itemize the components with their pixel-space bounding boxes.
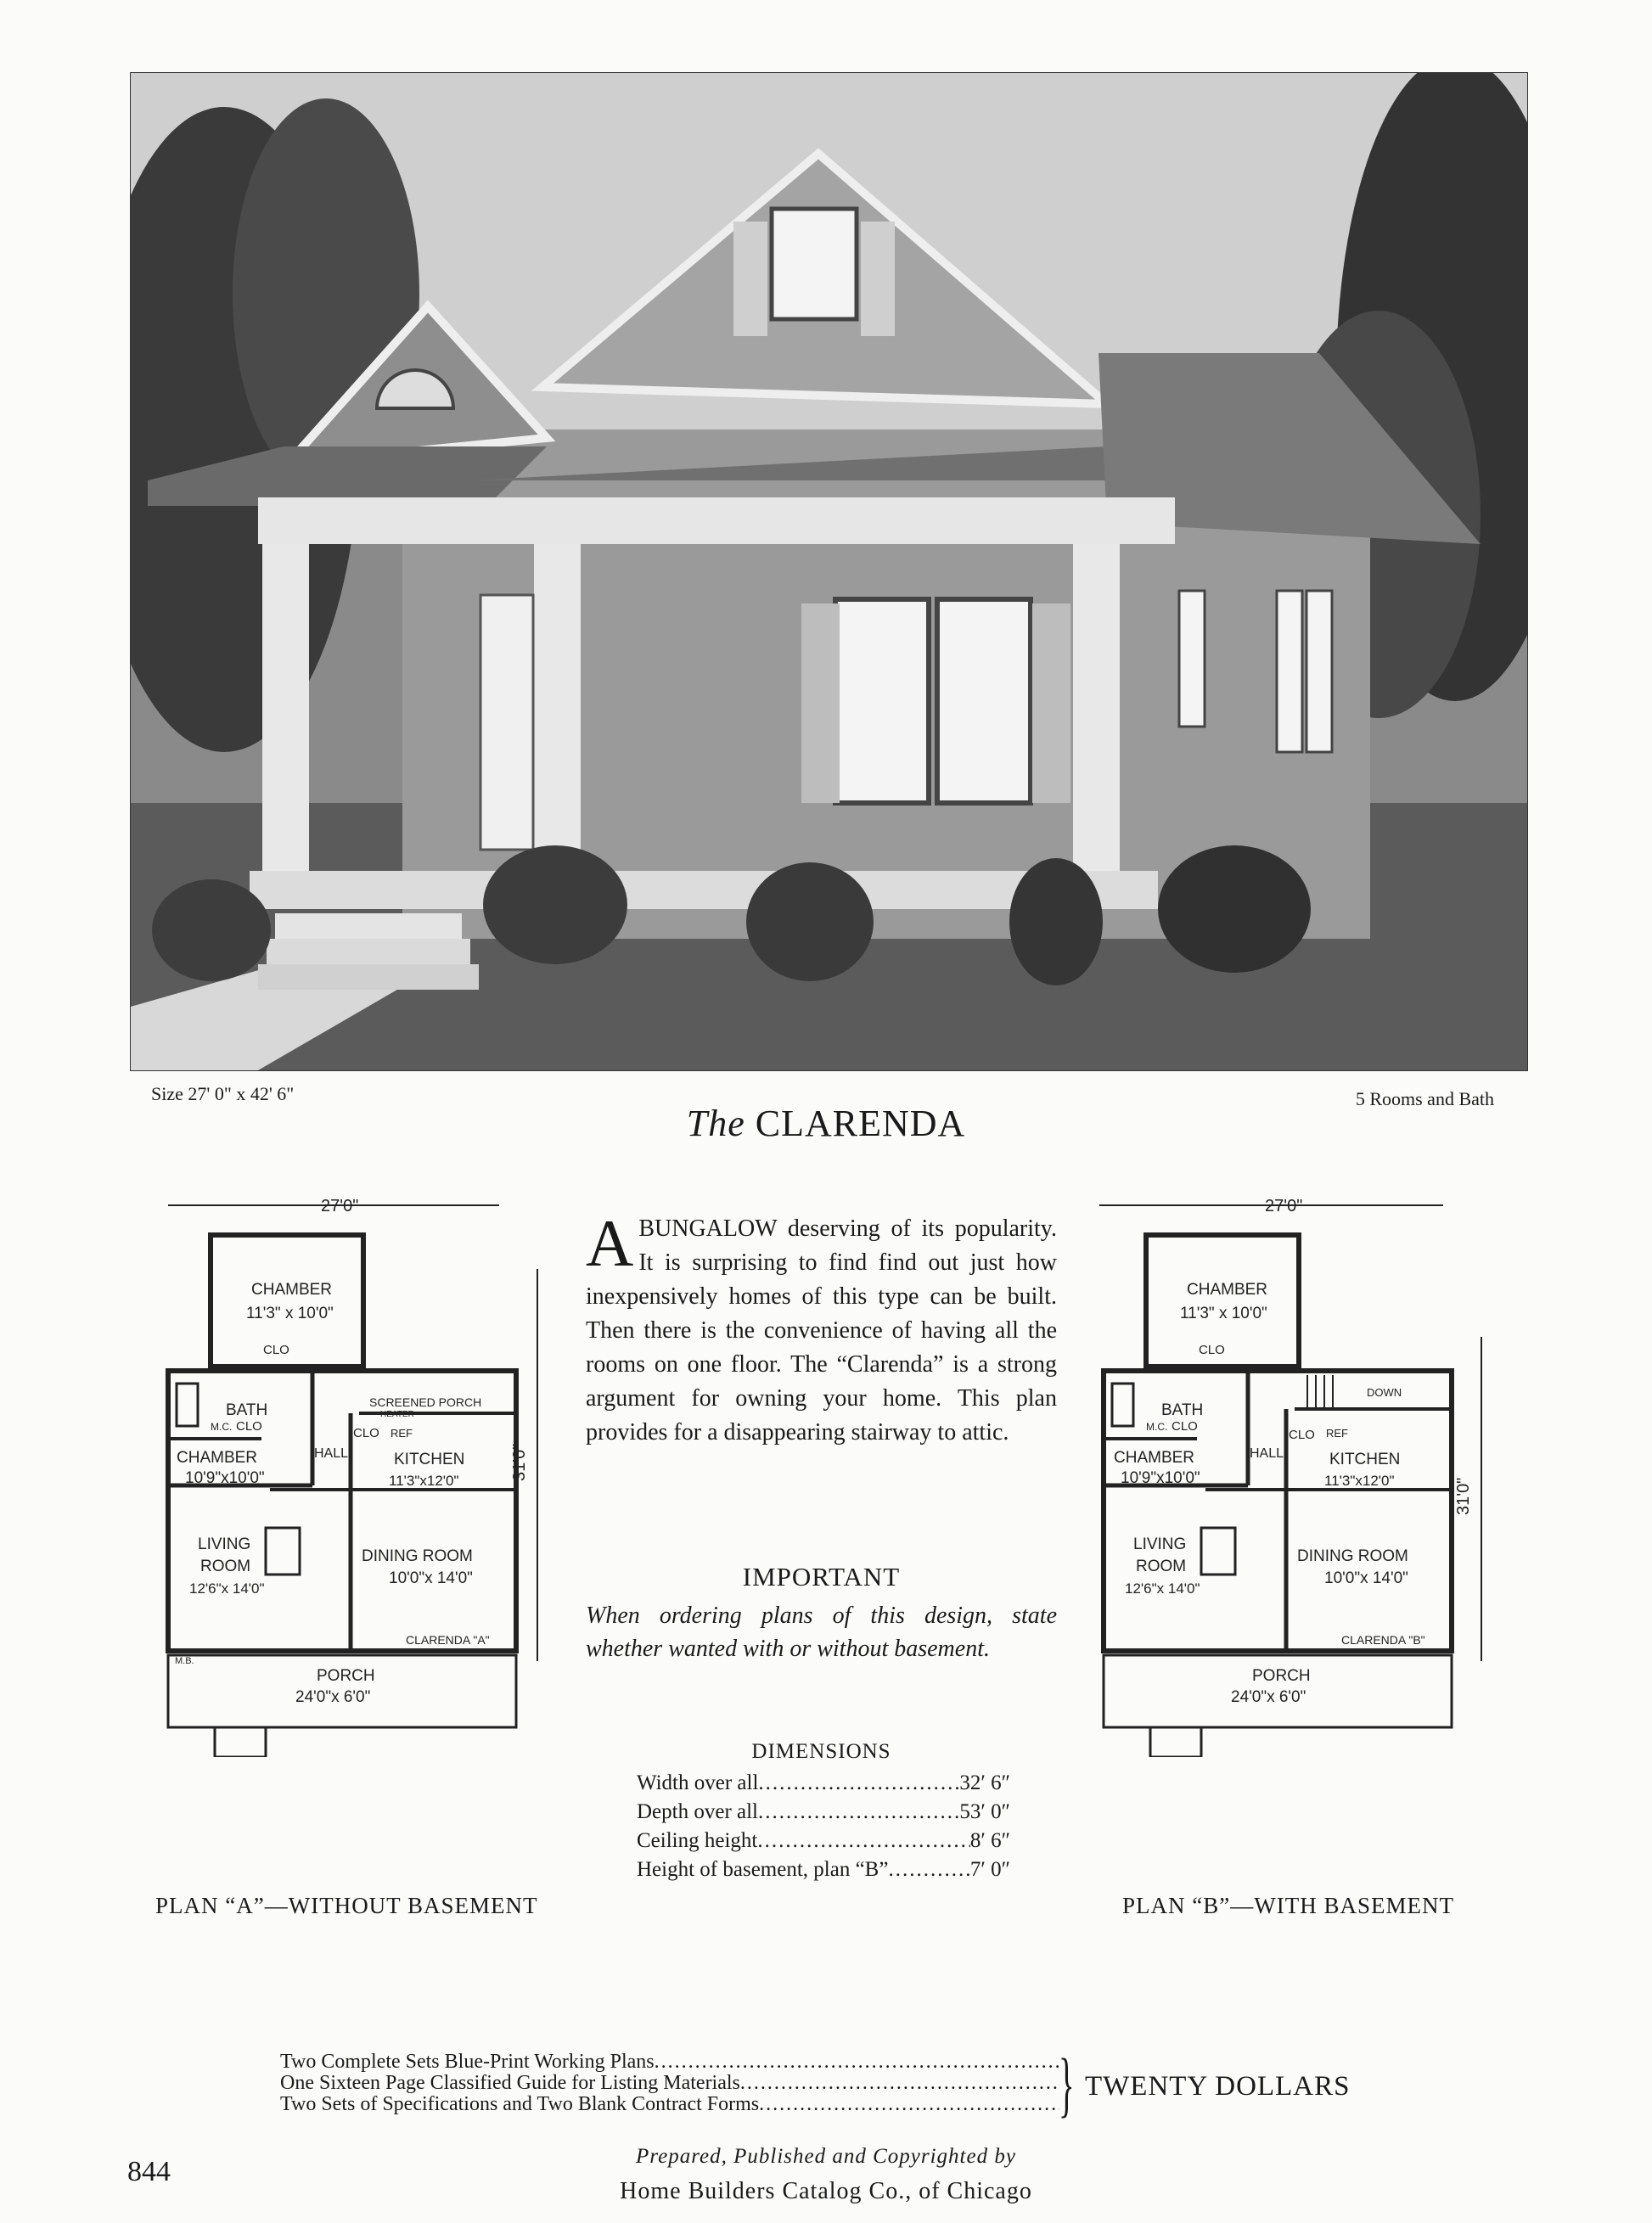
plan-a-chamber2: CHAMBER bbox=[177, 1449, 258, 1467]
published-line: Prepared, Published and Copyrighted by bbox=[636, 2145, 1016, 2168]
dimension-row bbox=[637, 1769, 1010, 1798]
plan-b-clo1: CLO bbox=[1199, 1343, 1225, 1357]
offer-item bbox=[280, 2052, 1059, 2073]
plan-b-living2: ROOM bbox=[1136, 1558, 1187, 1575]
plan-b-porch: PORCH bbox=[1252, 1667, 1311, 1685]
title-prefix: The bbox=[686, 1103, 745, 1144]
plan-a-kitchen-size: 11'3"x12'0" bbox=[389, 1473, 459, 1489]
plan-b-ref: REF bbox=[1326, 1427, 1348, 1440]
page-number: 844 bbox=[127, 2156, 171, 2187]
dimension-row bbox=[637, 1855, 1010, 1884]
plan-a-porch: PORCH bbox=[317, 1667, 375, 1685]
offer-item-text: Two Sets of Specifications and Two Blank Contract Forms bbox=[280, 2094, 760, 2115]
price: TWENTY DOLLARS bbox=[1085, 2071, 1351, 2102]
dimension-label: Height of basement, plan “B” bbox=[637, 1858, 889, 1881]
design-title bbox=[0, 1102, 1652, 1145]
plan-b-kitchen: KITCHEN bbox=[1329, 1451, 1401, 1468]
plan-b-chamber2-size: 10'9"x10'0" bbox=[1121, 1469, 1200, 1487]
plan-a-clo2: CLO bbox=[236, 1419, 262, 1434]
plan-b-hall: HALL bbox=[1250, 1446, 1284, 1461]
plan-b-width: 27'0" bbox=[1265, 1197, 1303, 1215]
offer-item-text: One Sixteen Page Classified Guide for Listing Materials bbox=[280, 2073, 740, 2094]
plan-b-porch-size: 24'0"x 6'0" bbox=[1231, 1688, 1306, 1706]
plan-a-ref: REF bbox=[391, 1427, 413, 1440]
plan-b-caption: PLAN “B”—WITH BASEMENT bbox=[1122, 1893, 1454, 1918]
plan-b-mark: CLARENDA "B" bbox=[1341, 1633, 1425, 1647]
dimension-row bbox=[637, 1798, 1010, 1827]
plan-b-bath: BATH bbox=[1161, 1401, 1204, 1419]
house-photo bbox=[130, 72, 1528, 1071]
plan-a-kitchen: KITCHEN bbox=[394, 1451, 465, 1468]
offer-item bbox=[280, 2073, 1059, 2094]
room-count: 5 Rooms and Bath bbox=[1355, 1088, 1494, 1109]
plan-b-clo3: CLO bbox=[1289, 1428, 1315, 1442]
plan-b-dining: DINING ROOM bbox=[1297, 1547, 1408, 1565]
plan-a-porch-size: 24'0"x 6'0" bbox=[295, 1688, 371, 1706]
offer-item bbox=[280, 2094, 1059, 2115]
offer-list bbox=[280, 2052, 1059, 2115]
description-text: BUNGALOW deserving of its popularity. It is surprising to find find out just how inexpensively homes of this type can be built. Then there is the convenience of having all the rooms on one floor. The “Clarenda” is a strong argument for owning your home. This plan provides for a disappearing stairway to attic. bbox=[586, 1215, 1057, 1446]
dimension-value: 8′ 6″ bbox=[969, 1829, 1010, 1852]
plan-a-bath: BATH bbox=[226, 1401, 268, 1419]
plan-b-clo2: CLO bbox=[1172, 1419, 1198, 1434]
plan-a-hall: HALL bbox=[314, 1446, 349, 1461]
plan-a-living1: LIVING bbox=[198, 1535, 251, 1553]
dimension-label: Width over all bbox=[637, 1771, 759, 1794]
plan-b-kitchen-size: 11'3"x12'0" bbox=[1324, 1473, 1395, 1489]
plan-a-mark: CLARENDA "A" bbox=[406, 1633, 490, 1647]
description bbox=[586, 1206, 1057, 1450]
plan-b-chamber1: CHAMBER bbox=[1187, 1281, 1268, 1299]
dimension-label: Ceiling height bbox=[637, 1829, 758, 1852]
dimensions-heading: DIMENSIONS bbox=[751, 1740, 891, 1763]
plan-b-living-size: 12'6"x 14'0" bbox=[1125, 1580, 1200, 1597]
plan-a-mb: M.B. bbox=[175, 1656, 194, 1666]
plan-b-dining-size: 10'0"x 14'0" bbox=[1324, 1569, 1408, 1587]
plan-b-living1: LIVING bbox=[1133, 1535, 1187, 1553]
plan-a-chamber1-size: 11'3" x 10'0" bbox=[246, 1305, 334, 1322]
plan-a-clo1: CLO bbox=[263, 1343, 289, 1357]
plan-a-dining-size: 10'0"x 14'0" bbox=[389, 1569, 473, 1587]
dimension-row bbox=[637, 1827, 1010, 1855]
plan-a-living-size: 12'6"x 14'0" bbox=[189, 1580, 265, 1597]
plan-a-caption: PLAN “A”—WITHOUT BASEMENT bbox=[155, 1893, 538, 1918]
publisher: Home Builders Catalog Co., of Chicago bbox=[620, 2178, 1032, 2204]
offer-item-text: Two Complete Sets Blue-Print Working Plans bbox=[280, 2052, 655, 2073]
plan-b-down: DOWN bbox=[1367, 1386, 1402, 1399]
dimension-value: 7′ 0″ bbox=[969, 1858, 1010, 1881]
plan-b-chamber1-size: 11'3" x 10'0" bbox=[1180, 1305, 1267, 1322]
floor-plan-a bbox=[151, 1193, 559, 1757]
title-main: CLARENDA bbox=[755, 1103, 966, 1144]
plan-b-mc: M.C. bbox=[1146, 1421, 1168, 1433]
plan-b-depth: 31'0" bbox=[1454, 1477, 1473, 1515]
plan-a-chamber1: CHAMBER bbox=[251, 1281, 333, 1299]
drop-cap: A bbox=[586, 1206, 634, 1280]
plan-b-chamber2: CHAMBER bbox=[1114, 1449, 1195, 1467]
plan-a-depth: 31'0" bbox=[510, 1443, 529, 1481]
plan-a-mc: M.C. bbox=[211, 1421, 233, 1433]
important-text: When ordering plans of this design, state whether wanted with or without basement. bbox=[586, 1603, 1057, 1662]
house-size: Size 27' 0" x 42' 6" bbox=[151, 1083, 295, 1104]
floor-plan-b bbox=[1095, 1193, 1503, 1757]
brace-icon: } bbox=[1059, 2043, 1075, 2125]
plan-a-chamber2-size: 10'9"x10'0" bbox=[185, 1469, 265, 1487]
plan-a-screened-porch: SCREENED PORCH bbox=[369, 1395, 482, 1409]
dimension-value: 53′ 0″ bbox=[959, 1800, 1010, 1823]
plan-a-dining: DINING ROOM bbox=[362, 1547, 473, 1565]
plan-a-clo3: CLO bbox=[353, 1426, 379, 1440]
plan-a-living2: ROOM bbox=[200, 1558, 251, 1575]
plan-a-heater: HEATER bbox=[380, 1410, 414, 1419]
dimension-value: 32′ 6″ bbox=[959, 1771, 1010, 1794]
plan-a-width: 27'0" bbox=[321, 1197, 359, 1215]
dimension-label: Depth over all bbox=[637, 1800, 759, 1823]
dimensions-list bbox=[637, 1769, 1010, 1884]
important-heading: IMPORTANT bbox=[742, 1562, 901, 1591]
